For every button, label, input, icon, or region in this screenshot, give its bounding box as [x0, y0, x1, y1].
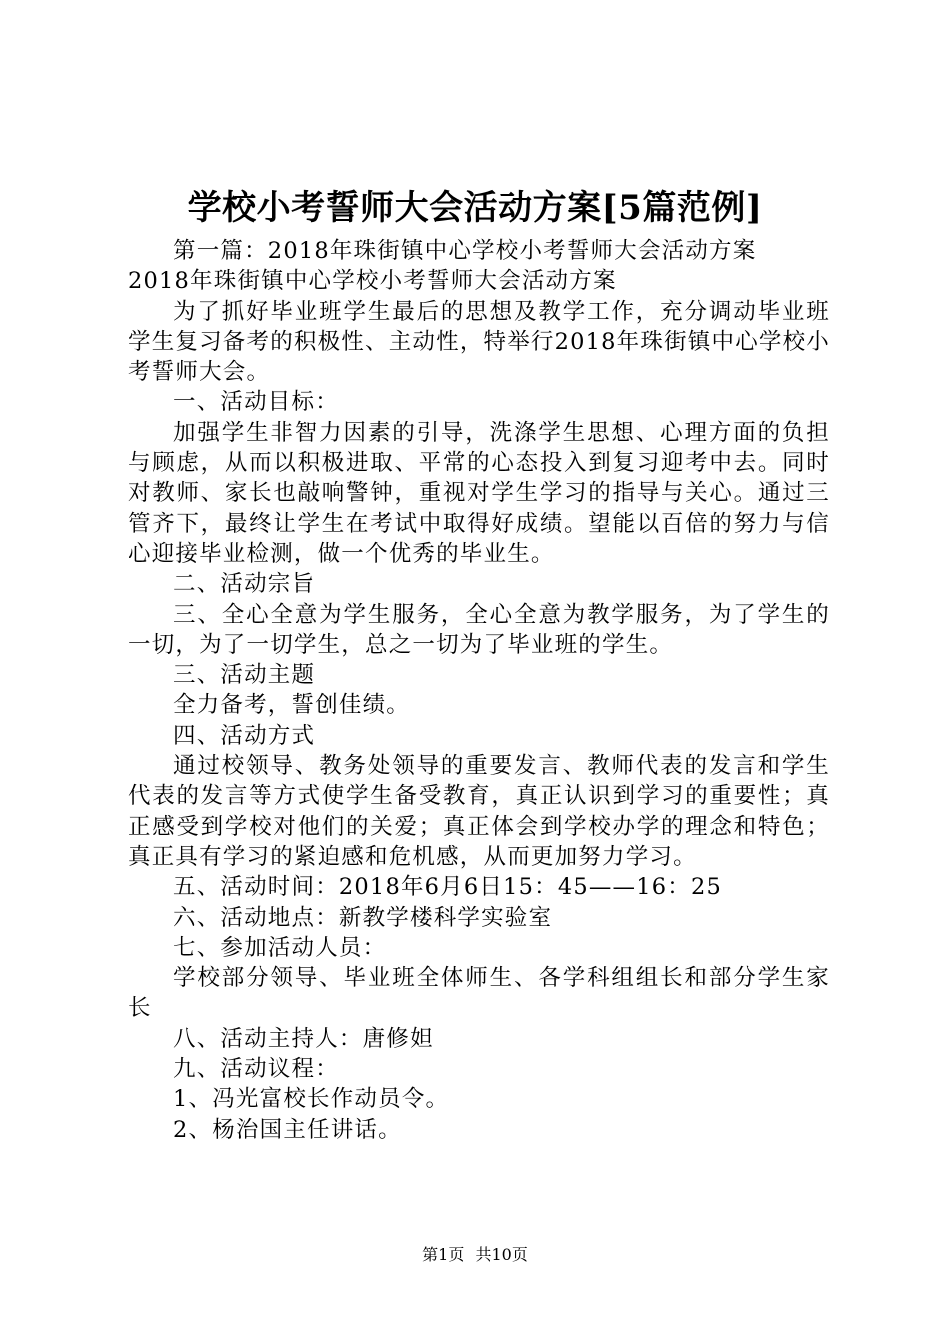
heading-activity-purpose: 二、活动宗旨	[173, 571, 316, 598]
agenda-item-2: 2、杨治国主任讲话。	[173, 1116, 402, 1143]
page-number-total: 共10页	[475, 1245, 528, 1264]
heading-activity-theme: 三、活动主题	[173, 662, 316, 689]
subtitle-line: 2018年珠街镇中心学校小考誓师大会活动方案	[128, 268, 617, 295]
intro-paragraph: 为了抓好毕业班学生最后的思想及教学工作，充分调动毕业班学生复习备考的积极性、主动性，特举行2018年珠街镇中心学校小考誓师大会。	[128, 298, 830, 386]
agenda-item-1: 1、冯光富校长作动员令。	[173, 1086, 450, 1113]
paragraph-activity-purpose: 三、全心全意为学生服务，全心全意为教学服务，为了学生的一切，为了一切学生，总之一切为了毕业班的学生。	[128, 601, 830, 658]
paragraph-activity-method: 通过校领导、教务处领导的重要发言、教师代表的发言和学生代表的发言等方式使学生备受教育，真正认识到学习的重要性；真正感受到学校对他们的关爱；真正体会到学校办学的理念和特色；真正具有学习的紧迫感和危机感，从而更加努力学习。	[128, 753, 830, 870]
paragraph-participants: 学校部分领导、毕业班全体师生、各学科组组长和部分学生家长	[128, 965, 830, 1022]
paragraph-activity-theme: 全力备考，誓创佳绩。	[173, 692, 411, 719]
heading-participants: 七、参加活动人员：	[173, 934, 387, 961]
line-host: 八、活动主持人：唐修妲	[173, 1025, 434, 1052]
line-activity-location: 六、活动地点：新教学楼科学实验室	[173, 904, 553, 931]
page-number-current: 第1页	[422, 1245, 465, 1264]
document-body	[128, 236, 830, 1145]
document-title: 学校小考誓师大会活动方案[5篇范例]	[187, 188, 763, 228]
heading-activity-goal: 一、活动目标：	[173, 389, 339, 416]
heading-activity-method: 四、活动方式	[173, 722, 316, 749]
section-heading-first: 第一篇：2018年珠街镇中心学校小考誓师大会活动方案	[173, 238, 757, 264]
paragraph-activity-goal: 加强学生非智力因素的引导，洗涤学生思想、心理方面的负担与顾虑，从而以积极进取、平常的心态投入到复习迎考中去。同时对教师、家长也敲响警钟，重视对学生学习的指导与关心。通过三管齐下，最终让学生在考试中取得好成绩。望能以百倍的努力与信心迎接毕业检测，做一个优秀的毕业生。	[128, 419, 830, 567]
page-footer	[0, 1243, 950, 1267]
heading-agenda: 九、活动议程：	[173, 1056, 339, 1083]
line-activity-time: 五、活动时间：2018年6月6日15：45——16：25	[173, 874, 723, 901]
